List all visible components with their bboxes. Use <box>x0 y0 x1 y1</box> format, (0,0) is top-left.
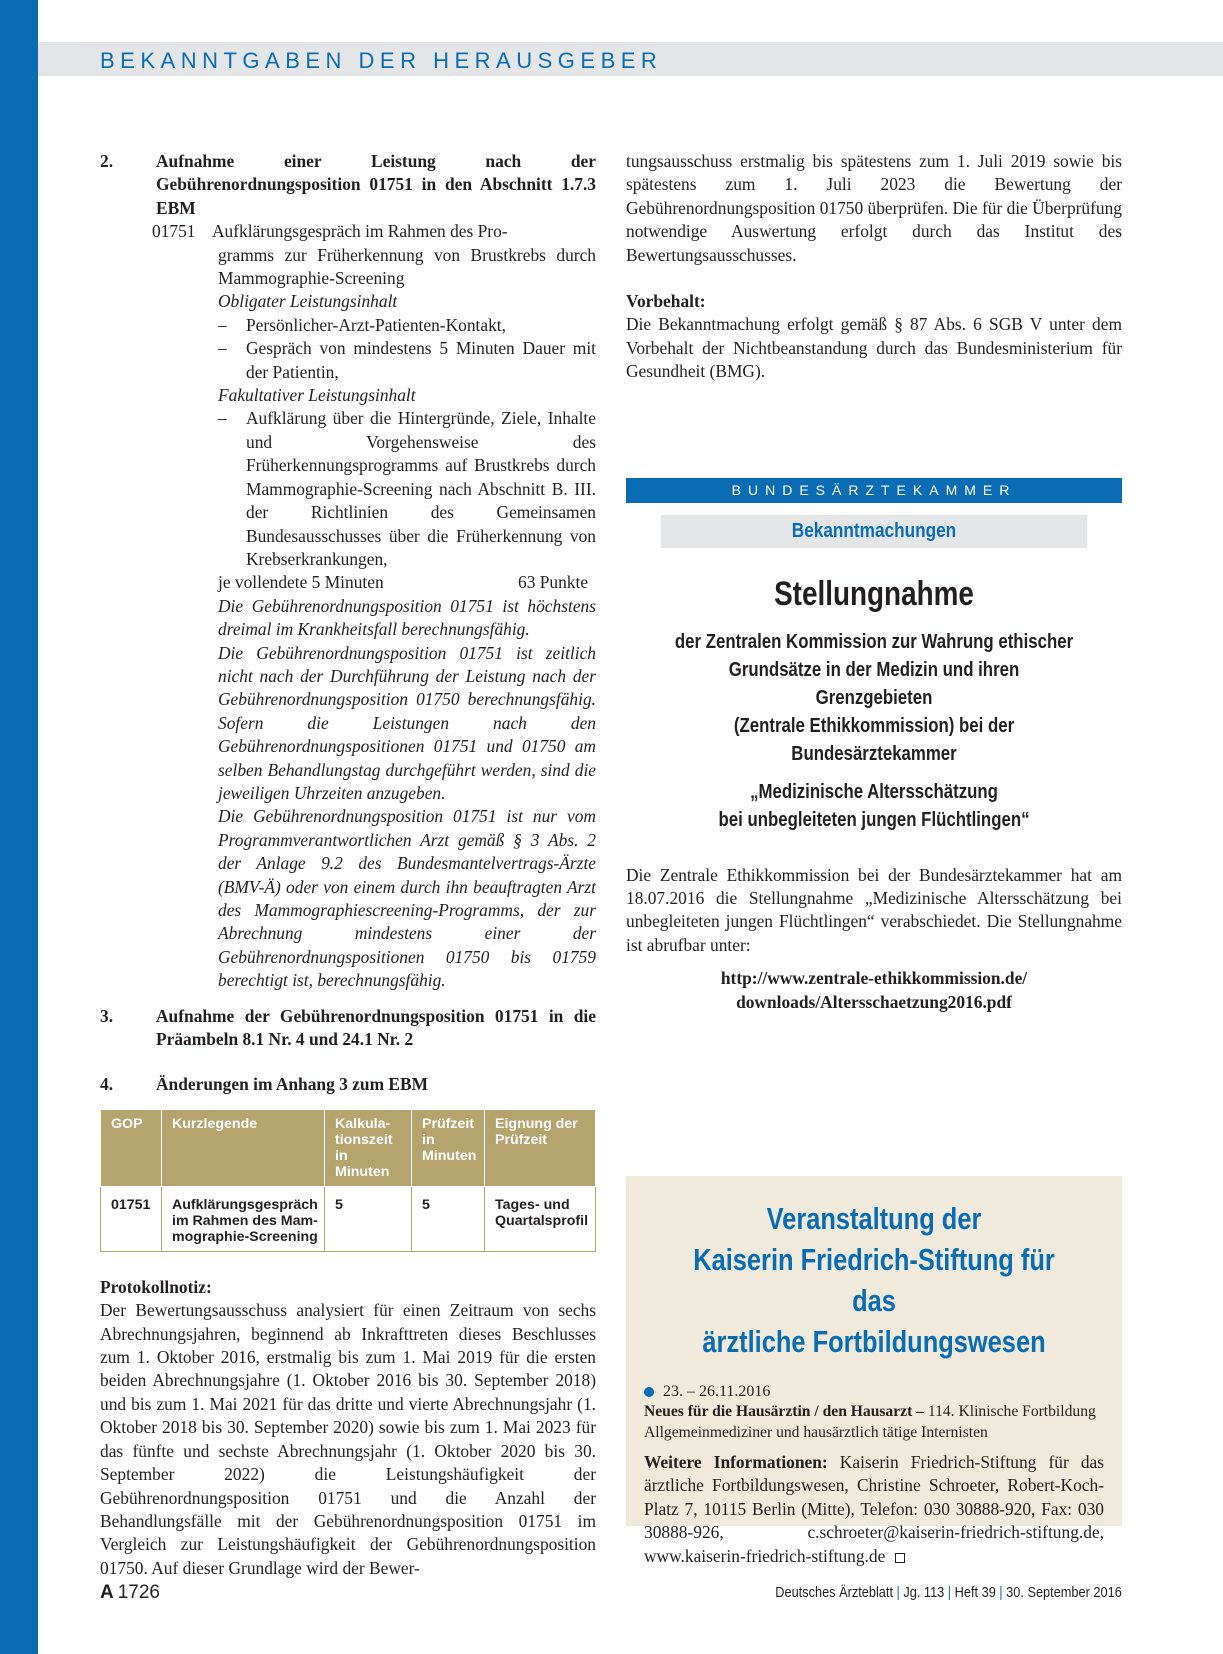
gop-code: 01751 <box>152 221 196 242</box>
table-cell: 5 <box>325 1186 412 1251</box>
vorbehalt-text: Die Bekanntmachung erfolgt gemäß § 87 Abs. 6 SGB V unter dem Vorbehalt der Nichtbeanstandung durch das Bundesministerium für Gesundheit (BMG). <box>626 314 1122 382</box>
table-cell: Tages- und Quartalsprofil <box>485 1186 596 1251</box>
journal-footer: Deutsches Ärzteblatt | Jg. 113 | Heft 39 | 30. September 2016 <box>775 1585 1122 1601</box>
event-date: 23. – 26.11.2016 <box>644 1382 1104 1401</box>
fakult-item: – Aufklärung über die Hintergründe, Ziele, Inhalte und Vorgehensweise des Früherkennungsprogramms auf Brustkrebs durch Mammographie-Screening nach Abschnitt B. III. der Richtlinien des Gemeinsamen Bundesausschusses über die Früherkennung von Krebserkrankungen, <box>218 408 596 569</box>
item-2-heading: 2. Aufnahme einer Leistung nach der Gebührenordnungsposition 01751 in den Abschnitt 1.7.3 EBM <box>100 151 596 218</box>
fakult-label: Fakultativer Leistungsinhalt <box>218 385 416 406</box>
note-2: Die Gebührenordnungsposition 01751 ist zeitlich nicht nach der Durchführung der Leistung nach der Gebührenordnungsposition 01750 berechnungsfähig. Sofern die Leistungen nach den Gebührenordnungspositionen 01751 und 01750 am selben Behandlungstag durchgeführt werden, sind die jeweiligen Uhrzeiten anzugeben. <box>218 642 596 803</box>
event-info: Weitere Informationen: Kaiserin Friedrich-Stiftung für das ärztliche Fortbildungswesen, Christine Schroeter, Robert-Koch-Platz 7, 10115 Berlin (Mitte), Telefon: 030 30888-920, Fax: 030 30888-926, c.schroeter@kaiserin-friedrich-stiftung.de, www.kaiserin-friedrich-stiftung.de <box>644 1452 1104 1566</box>
continuation-text: tungsausschuss erstmalig bis spätestens zum 1. Juli 2019 sowie bis spätestens zum 1. Juli 2023 die Bewertung der Gebührenordnungsposition 01750 überprüfen. Die für die Überprüfung notwendige Auswertung erfolgt durch das Institut des Bewertungsausschusses. <box>626 151 1122 265</box>
gop-code-line <box>100 220 596 243</box>
table-header: Kalkula-tionszeit in Minuten <box>325 1109 412 1186</box>
points-line <box>100 571 596 594</box>
table-header-row <box>101 1109 596 1186</box>
gop-desc-2: gramms zur Früherkennung von Brustkrebs durch Mammographie-Screening <box>218 244 596 289</box>
table-header: GOP <box>101 1109 162 1186</box>
note-3: Die Gebührenordnungsposition 01751 ist nur vom Programmverantwortlichen Arzt gemäß § 3 Abs. 2 der Anlage 9.2 des Bundesmantelvertrags-Ärzte (BMV-Ä) oder von einem durch ihn beauftragten Arzt des Mammographiescreening-Programms, der zur Abrechnung mindestens einer der Gebührenordnungspositionen 01750 bis 01759 berechtigt ist, berechnungsfähig. <box>218 806 596 991</box>
baek-bar: BUNDESÄRZTEKAMMER <box>626 478 1122 503</box>
table-row <box>101 1186 596 1251</box>
protokoll-label: Protokollnotiz: <box>100 1276 212 1297</box>
item-3-heading: 3. Aufnahme der Gebührenordnungsposition 01751 in die Präambeln 8.1 Nr. 4 und 24.1 Nr. 2 <box>100 1005 596 1050</box>
vorbehalt-label: Vorbehalt: <box>626 291 706 312</box>
ebm-table <box>100 1109 596 1252</box>
bullet-icon <box>644 1387 654 1397</box>
event-description: Neues für die Hausärztin / den Hausarzt – 114. Klinische Fortbildung Allgemeinmediziner und hausärztlich tätige Internisten <box>644 1403 1096 1441</box>
table-header: Kurzlegende <box>162 1109 325 1186</box>
stellungnahme-subtitle: der Zentralen Kommission zur Wahrung ethischer Grundsätze in der Medizin und ihren Grenzgebieten (Zentrale Ethikkommission) bei der Bundesärztekammer <box>674 629 1074 765</box>
page-number: A 1726 <box>100 1582 161 1603</box>
table-header: Eignung der Prüfzeit <box>485 1109 596 1186</box>
event-box <box>626 1176 1122 1566</box>
download-link[interactable]: http://www.zentrale-ethikkommission.de/ downloads/Altersschaetzung2016.pdf <box>720 968 1028 1012</box>
table-cell: 5 <box>412 1186 485 1251</box>
protokoll-text: Der Bewertungsausschuss analysiert für einen Zeitraum von sechs Abrechnungsjahren, beginnend ab Inkrafttreten dieses Beschlusses zum 1. Oktober 2016, erstmalig bis zum 1. Mai 2019 für die ersten beiden Abrechnungsjahre (1. Oktober 2016 bis 30. September 2018) und bis zum 1. Mai 2021 für das dritte und vierte Abrechnungsjahr (1. Oktober 2018 bis 30. September 2020) sowie bis zum 1. Mai 2023 für das fünfte und sechste Abrechnungsjahr (1. Oktober 2020 bis 30. September 2022) die Leistungshäufigkeit der Gebührenordnungsposition 01751 und die Anzahl der Behandlungsfälle mit der Gebührenordnungsposition 01751 im Vergleich zur Leistungshäufigkeit der Gebührenordnungsposition 01750. Auf dieser Grundlage wird der Bewer- <box>100 1300 596 1578</box>
stellungnahme-body: Die Zentrale Ethikkommission bei der Bundesärztekammer hat am 18.07.2016 die Stellungnahme „Medizinische Altersschätzung bei unbegleiteten jungen Flüchtlingen“ verabschiedet. Die Stellungnahme ist abrufbar unter: <box>626 864 1122 955</box>
obligat-label: Obligater Leistungsinhalt <box>218 291 398 312</box>
table-header: Prüfzeit in Minuten <box>412 1109 485 1186</box>
table-cell: Aufklärungsgespräch im Rahmen des Mam-mographie-Screening <box>162 1186 325 1251</box>
gop-desc-1: Aufklärungsgespräch im Rahmen des Pro- <box>212 221 508 242</box>
end-of-article-icon <box>895 1553 905 1563</box>
bekanntmachungen-bar: Bekanntmachungen <box>661 515 1088 548</box>
note-1: Die Gebührenordnungsposition 01751 ist höchstens dreimal im Krankheitsfall berechnungsfähig. <box>218 595 596 640</box>
points-value: 63 Punkte <box>518 572 589 593</box>
left-column <box>100 150 596 1580</box>
stellungnahme-title: Stellungnahme <box>774 574 974 613</box>
obligat-item: – Persönlicher-Arzt-Patienten-Kontakt, <box>218 314 506 335</box>
right-column <box>626 150 1122 1014</box>
item-4-heading: 4. Änderungen im Anhang 3 zum EBM <box>100 1074 429 1095</box>
section-title: BEKANNTGABEN DER HERAUSGEBER <box>100 48 663 73</box>
obligat-item: – Gespräch von mindestens 5 Minuten Dauer mit der Patientin, <box>218 338 596 382</box>
table-cell: 01751 <box>101 1186 162 1251</box>
event-title: Veranstaltung der Kaiserin Friedrich-Stiftung für das ärztliche Fortbildungswesen <box>693 1201 1055 1359</box>
points-label: je vollendete 5 Minuten <box>218 572 384 593</box>
stellungnahme-topic: „Medizinische Altersschätzung bei unbegleiteten jungen Flüchtlingen“ <box>718 779 1030 831</box>
sidebar-stripe <box>0 0 38 1654</box>
